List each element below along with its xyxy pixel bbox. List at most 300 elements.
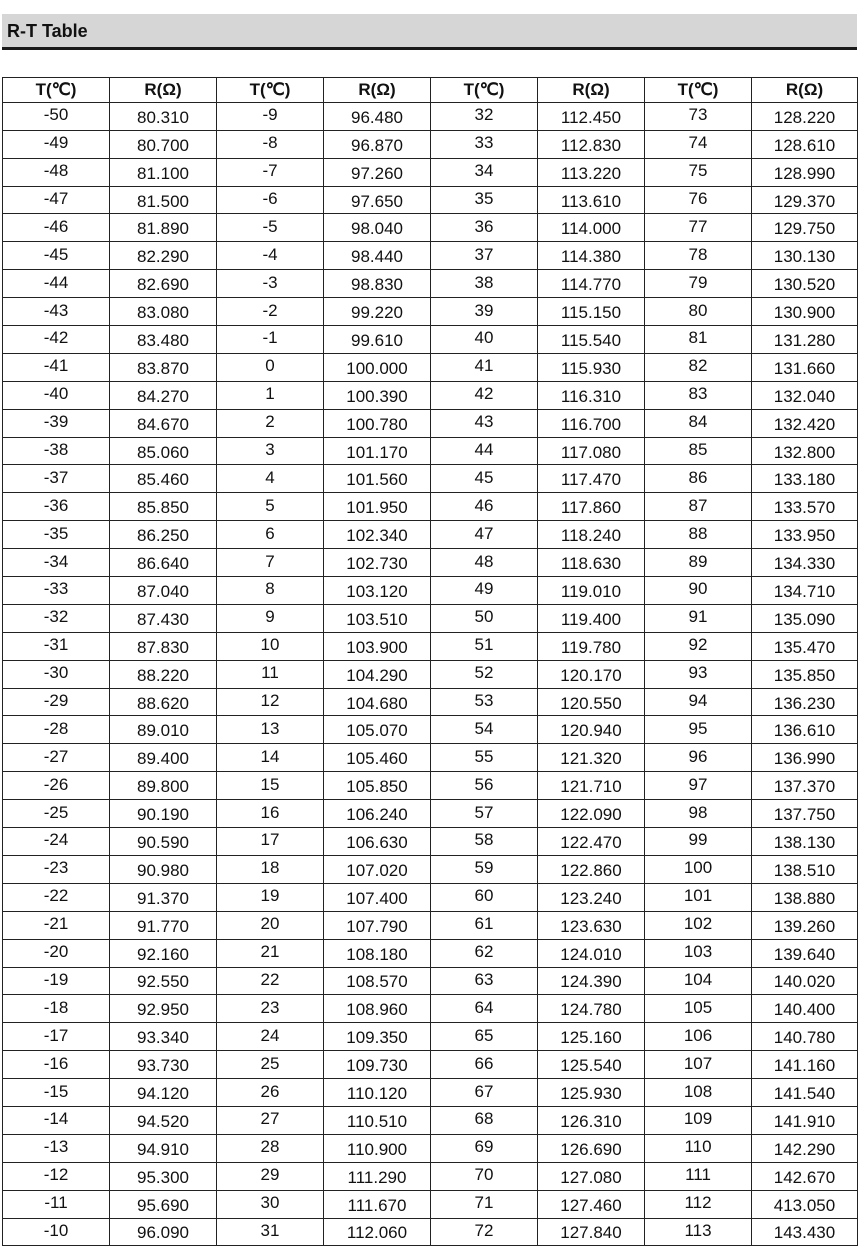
temperature-cell: 109 (645, 1106, 752, 1134)
temperature-cell: 33 (431, 130, 538, 158)
table-row (3, 632, 858, 660)
table-row (3, 298, 858, 326)
resistance-cell: 80.310 (110, 102, 217, 130)
temperature-cell: 110 (645, 1134, 752, 1162)
resistance-cell: 120.170 (538, 660, 645, 688)
resistance-cell: 111.290 (324, 1162, 431, 1190)
resistance-cell: 127.460 (538, 1190, 645, 1218)
temperature-cell: -39 (3, 409, 110, 437)
table-row (3, 577, 858, 605)
table-row (3, 688, 858, 716)
resistance-cell: 100.390 (324, 381, 431, 409)
resistance-cell: 89.010 (110, 716, 217, 744)
resistance-cell: 133.570 (752, 493, 858, 521)
temperature-cell: 112 (645, 1190, 752, 1218)
temperature-cell: 40 (431, 326, 538, 354)
page-title: R-T Table (7, 21, 88, 41)
temperature-cell: 102 (645, 911, 752, 939)
resistance-cell: 136.610 (752, 716, 858, 744)
temperature-cell: -29 (3, 688, 110, 716)
temperature-cell: -16 (3, 1051, 110, 1079)
temperature-cell: -36 (3, 493, 110, 521)
table-row (3, 158, 858, 186)
resistance-cell: 96.090 (110, 1218, 217, 1246)
temperature-cell: 91 (645, 604, 752, 632)
resistance-cell: 90.190 (110, 800, 217, 828)
temperature-cell: -15 (3, 1079, 110, 1107)
temperature-cell: 101 (645, 883, 752, 911)
resistance-cell: 137.750 (752, 800, 858, 828)
temperature-cell: -49 (3, 130, 110, 158)
temperature-cell: 56 (431, 772, 538, 800)
resistance-cell: 143.430 (752, 1218, 858, 1246)
temperature-cell: 22 (217, 967, 324, 995)
resistance-cell: 123.240 (538, 883, 645, 911)
temperature-cell: 10 (217, 632, 324, 660)
table-row (3, 130, 858, 158)
temperature-cell: 80 (645, 298, 752, 326)
temperature-cell: -6 (217, 186, 324, 214)
resistance-cell: 88.220 (110, 660, 217, 688)
resistance-cell: 413.050 (752, 1190, 858, 1218)
table-row (3, 549, 858, 577)
resistance-cell: 96.480 (324, 102, 431, 130)
temperature-cell: -46 (3, 214, 110, 242)
resistance-cell: 104.290 (324, 660, 431, 688)
temperature-cell: -14 (3, 1106, 110, 1134)
resistance-cell: 105.850 (324, 772, 431, 800)
temperature-cell: -13 (3, 1134, 110, 1162)
temperature-cell: 42 (431, 381, 538, 409)
resistance-cell: 94.910 (110, 1134, 217, 1162)
resistance-cell: 124.780 (538, 995, 645, 1023)
temperature-cell: 28 (217, 1134, 324, 1162)
temperature-cell: 83 (645, 381, 752, 409)
resistance-cell: 122.860 (538, 855, 645, 883)
header-resistance: R(Ω) (752, 78, 858, 103)
temperature-cell: 104 (645, 967, 752, 995)
temperature-cell: 26 (217, 1079, 324, 1107)
temperature-cell: 59 (431, 855, 538, 883)
resistance-cell: 118.240 (538, 521, 645, 549)
temperature-cell: 34 (431, 158, 538, 186)
temperature-cell: 63 (431, 967, 538, 995)
temperature-cell: 38 (431, 270, 538, 298)
temperature-cell: 8 (217, 577, 324, 605)
resistance-cell: 117.080 (538, 437, 645, 465)
temperature-cell: -48 (3, 158, 110, 186)
resistance-cell: 103.900 (324, 632, 431, 660)
table-row (3, 800, 858, 828)
resistance-cell: 129.750 (752, 214, 858, 242)
resistance-cell: 82.690 (110, 270, 217, 298)
resistance-cell: 133.180 (752, 465, 858, 493)
resistance-cell: 107.790 (324, 911, 431, 939)
resistance-cell: 122.470 (538, 828, 645, 856)
temperature-cell: -28 (3, 716, 110, 744)
resistance-cell: 85.060 (110, 437, 217, 465)
temperature-cell: 37 (431, 242, 538, 270)
temperature-cell: 67 (431, 1079, 538, 1107)
temperature-cell: 2 (217, 409, 324, 437)
resistance-cell: 82.290 (110, 242, 217, 270)
temperature-cell: -38 (3, 437, 110, 465)
resistance-cell: 93.730 (110, 1051, 217, 1079)
resistance-cell: 116.310 (538, 381, 645, 409)
rt-table (2, 77, 858, 1246)
resistance-cell: 128.220 (752, 102, 858, 130)
resistance-cell: 136.990 (752, 744, 858, 772)
temperature-cell: 23 (217, 995, 324, 1023)
temperature-cell: -4 (217, 242, 324, 270)
temperature-cell: -20 (3, 939, 110, 967)
resistance-cell: 121.320 (538, 744, 645, 772)
temperature-cell: -10 (3, 1218, 110, 1246)
temperature-cell: 52 (431, 660, 538, 688)
resistance-cell: 125.540 (538, 1051, 645, 1079)
temperature-cell: 35 (431, 186, 538, 214)
resistance-cell: 128.610 (752, 130, 858, 158)
resistance-cell: 110.510 (324, 1106, 431, 1134)
table-row (3, 660, 858, 688)
temperature-cell: 72 (431, 1218, 538, 1246)
temperature-cell: 61 (431, 911, 538, 939)
temperature-cell: 49 (431, 577, 538, 605)
temperature-cell: 95 (645, 716, 752, 744)
resistance-cell: 116.700 (538, 409, 645, 437)
resistance-cell: 138.130 (752, 828, 858, 856)
temperature-cell: 79 (645, 270, 752, 298)
resistance-cell: 94.120 (110, 1079, 217, 1107)
temperature-cell: 25 (217, 1051, 324, 1079)
temperature-cell: 113 (645, 1218, 752, 1246)
temperature-cell: 3 (217, 437, 324, 465)
temperature-cell: 96 (645, 744, 752, 772)
resistance-cell: 114.000 (538, 214, 645, 242)
temperature-cell: 24 (217, 1023, 324, 1051)
resistance-cell: 86.250 (110, 521, 217, 549)
temperature-cell: -40 (3, 381, 110, 409)
temperature-cell: -41 (3, 353, 110, 381)
temperature-cell: 20 (217, 911, 324, 939)
temperature-cell: 39 (431, 298, 538, 326)
temperature-cell: 106 (645, 1023, 752, 1051)
resistance-cell: 83.080 (110, 298, 217, 326)
table-row (3, 967, 858, 995)
temperature-cell: 44 (431, 437, 538, 465)
resistance-cell: 112.450 (538, 102, 645, 130)
temperature-cell: 36 (431, 214, 538, 242)
resistance-cell: 98.040 (324, 214, 431, 242)
table-row (3, 1023, 858, 1051)
resistance-cell: 99.610 (324, 326, 431, 354)
table-header (3, 78, 858, 103)
table-row (3, 1134, 858, 1162)
temperature-cell: 17 (217, 828, 324, 856)
resistance-cell: 92.550 (110, 967, 217, 995)
temperature-cell: -24 (3, 828, 110, 856)
temperature-cell: 50 (431, 604, 538, 632)
temperature-cell: 64 (431, 995, 538, 1023)
resistance-cell: 135.470 (752, 632, 858, 660)
temperature-cell: 65 (431, 1023, 538, 1051)
resistance-cell: 131.660 (752, 353, 858, 381)
resistance-cell: 125.160 (538, 1023, 645, 1051)
temperature-cell: 46 (431, 493, 538, 521)
title-bar (2, 14, 857, 50)
temperature-cell: 58 (431, 828, 538, 856)
temperature-cell: 51 (431, 632, 538, 660)
resistance-cell: 91.770 (110, 911, 217, 939)
resistance-cell: 122.090 (538, 800, 645, 828)
resistance-cell: 113.220 (538, 158, 645, 186)
resistance-cell: 91.370 (110, 883, 217, 911)
resistance-cell: 100.000 (324, 353, 431, 381)
resistance-cell: 103.120 (324, 577, 431, 605)
resistance-cell: 105.070 (324, 716, 431, 744)
resistance-cell: 106.630 (324, 828, 431, 856)
resistance-cell: 124.010 (538, 939, 645, 967)
temperature-cell: 6 (217, 521, 324, 549)
temperature-cell: 103 (645, 939, 752, 967)
resistance-cell: 107.020 (324, 855, 431, 883)
resistance-cell: 130.130 (752, 242, 858, 270)
temperature-cell: 41 (431, 353, 538, 381)
temperature-cell: 45 (431, 465, 538, 493)
resistance-cell: 96.870 (324, 130, 431, 158)
table-row (3, 939, 858, 967)
resistance-cell: 94.520 (110, 1106, 217, 1134)
temperature-cell: 0 (217, 353, 324, 381)
resistance-cell: 109.730 (324, 1051, 431, 1079)
temperature-cell: -47 (3, 186, 110, 214)
resistance-cell: 115.540 (538, 326, 645, 354)
temperature-cell: 66 (431, 1051, 538, 1079)
temperature-cell: -26 (3, 772, 110, 800)
resistance-cell: 90.590 (110, 828, 217, 856)
resistance-cell: 114.770 (538, 270, 645, 298)
header-temperature: T(℃) (431, 78, 538, 103)
temperature-cell: -2 (217, 298, 324, 326)
table-row (3, 911, 858, 939)
temperature-cell: -12 (3, 1162, 110, 1190)
header-temperature: T(℃) (645, 78, 752, 103)
temperature-cell: 89 (645, 549, 752, 577)
temperature-cell: 53 (431, 688, 538, 716)
temperature-cell: 30 (217, 1190, 324, 1218)
table-row (3, 1106, 858, 1134)
table-row (3, 744, 858, 772)
resistance-cell: 121.710 (538, 772, 645, 800)
resistance-cell: 85.850 (110, 493, 217, 521)
resistance-cell: 133.950 (752, 521, 858, 549)
resistance-cell: 142.670 (752, 1162, 858, 1190)
table-row (3, 1162, 858, 1190)
resistance-cell: 101.170 (324, 437, 431, 465)
resistance-cell: 110.120 (324, 1079, 431, 1107)
resistance-cell: 141.910 (752, 1106, 858, 1134)
temperature-cell: 43 (431, 409, 538, 437)
temperature-cell: 94 (645, 688, 752, 716)
resistance-cell: 141.540 (752, 1079, 858, 1107)
table-row (3, 214, 858, 242)
table-body (3, 102, 858, 1246)
resistance-cell: 140.020 (752, 967, 858, 995)
temperature-cell: 111 (645, 1162, 752, 1190)
temperature-cell: -22 (3, 883, 110, 911)
table-row (3, 186, 858, 214)
table-row (3, 326, 858, 354)
resistance-cell: 112.060 (324, 1218, 431, 1246)
resistance-cell: 104.680 (324, 688, 431, 716)
resistance-cell: 131.280 (752, 326, 858, 354)
table-row (3, 995, 858, 1023)
resistance-cell: 95.300 (110, 1162, 217, 1190)
temperature-cell: 32 (431, 102, 538, 130)
resistance-cell: 112.830 (538, 130, 645, 158)
resistance-cell: 127.080 (538, 1162, 645, 1190)
temperature-cell: -42 (3, 326, 110, 354)
header-resistance: R(Ω) (538, 78, 645, 103)
resistance-cell: 141.160 (752, 1051, 858, 1079)
table-row (3, 604, 858, 632)
table-row (3, 242, 858, 270)
temperature-cell: -33 (3, 577, 110, 605)
table-row (3, 381, 858, 409)
resistance-cell: 108.960 (324, 995, 431, 1023)
resistance-cell: 102.340 (324, 521, 431, 549)
temperature-cell: 77 (645, 214, 752, 242)
temperature-cell: -5 (217, 214, 324, 242)
resistance-cell: 102.730 (324, 549, 431, 577)
temperature-cell: 12 (217, 688, 324, 716)
resistance-cell: 119.400 (538, 604, 645, 632)
temperature-cell: -25 (3, 800, 110, 828)
resistance-cell: 109.350 (324, 1023, 431, 1051)
temperature-cell: 73 (645, 102, 752, 130)
resistance-cell: 137.370 (752, 772, 858, 800)
resistance-cell: 132.420 (752, 409, 858, 437)
resistance-cell: 115.150 (538, 298, 645, 326)
resistance-cell: 128.990 (752, 158, 858, 186)
temperature-cell: 75 (645, 158, 752, 186)
temperature-cell: 97 (645, 772, 752, 800)
temperature-cell: 81 (645, 326, 752, 354)
temperature-cell: 74 (645, 130, 752, 158)
resistance-cell: 114.380 (538, 242, 645, 270)
temperature-cell: 90 (645, 577, 752, 605)
resistance-cell: 118.630 (538, 549, 645, 577)
header-resistance: R(Ω) (110, 78, 217, 103)
temperature-cell: 1 (217, 381, 324, 409)
resistance-cell: 86.640 (110, 549, 217, 577)
temperature-cell: 69 (431, 1134, 538, 1162)
temperature-cell: 88 (645, 521, 752, 549)
temperature-cell: 4 (217, 465, 324, 493)
temperature-cell: 19 (217, 883, 324, 911)
temperature-cell: -9 (217, 102, 324, 130)
temperature-cell: 21 (217, 939, 324, 967)
temperature-cell: -18 (3, 995, 110, 1023)
resistance-cell: 117.860 (538, 493, 645, 521)
header-row (3, 78, 858, 103)
resistance-cell: 81.500 (110, 186, 217, 214)
resistance-cell: 108.570 (324, 967, 431, 995)
table-row (3, 1218, 858, 1246)
resistance-cell: 103.510 (324, 604, 431, 632)
resistance-cell: 138.880 (752, 883, 858, 911)
header-temperature: T(℃) (217, 78, 324, 103)
temperature-cell: -3 (217, 270, 324, 298)
resistance-cell: 111.670 (324, 1190, 431, 1218)
temperature-cell: 48 (431, 549, 538, 577)
resistance-cell: 134.330 (752, 549, 858, 577)
resistance-cell: 101.950 (324, 493, 431, 521)
table-row (3, 493, 858, 521)
temperature-cell: 78 (645, 242, 752, 270)
temperature-cell: -7 (217, 158, 324, 186)
resistance-cell: 87.830 (110, 632, 217, 660)
temperature-cell: 98 (645, 800, 752, 828)
temperature-cell: 27 (217, 1106, 324, 1134)
temperature-cell: -31 (3, 632, 110, 660)
resistance-cell: 93.340 (110, 1023, 217, 1051)
resistance-cell: 119.780 (538, 632, 645, 660)
temperature-cell: 105 (645, 995, 752, 1023)
resistance-cell: 95.690 (110, 1190, 217, 1218)
temperature-cell: 76 (645, 186, 752, 214)
resistance-cell: 123.630 (538, 911, 645, 939)
table-row (3, 772, 858, 800)
temperature-cell: -35 (3, 521, 110, 549)
resistance-cell: 129.370 (752, 186, 858, 214)
resistance-cell: 107.400 (324, 883, 431, 911)
temperature-cell: -21 (3, 911, 110, 939)
temperature-cell: 54 (431, 716, 538, 744)
header-temperature: T(℃) (3, 78, 110, 103)
resistance-cell: 117.470 (538, 465, 645, 493)
resistance-cell: 120.550 (538, 688, 645, 716)
resistance-cell: 125.930 (538, 1079, 645, 1107)
resistance-cell: 89.400 (110, 744, 217, 772)
temperature-cell: 47 (431, 521, 538, 549)
temperature-cell: 84 (645, 409, 752, 437)
resistance-cell: 88.620 (110, 688, 217, 716)
resistance-cell: 140.780 (752, 1023, 858, 1051)
temperature-cell: -27 (3, 744, 110, 772)
resistance-cell: 127.840 (538, 1218, 645, 1246)
resistance-cell: 98.830 (324, 270, 431, 298)
resistance-cell: 138.510 (752, 855, 858, 883)
resistance-cell: 139.260 (752, 911, 858, 939)
temperature-cell: 99 (645, 828, 752, 856)
resistance-cell: 130.520 (752, 270, 858, 298)
temperature-cell: 15 (217, 772, 324, 800)
resistance-cell: 126.690 (538, 1134, 645, 1162)
temperature-cell: 14 (217, 744, 324, 772)
resistance-cell: 106.240 (324, 800, 431, 828)
resistance-cell: 83.870 (110, 353, 217, 381)
resistance-cell: 139.640 (752, 939, 858, 967)
table-row (3, 437, 858, 465)
resistance-cell: 84.270 (110, 381, 217, 409)
temperature-cell: 13 (217, 716, 324, 744)
temperature-cell: 68 (431, 1106, 538, 1134)
temperature-cell: 60 (431, 883, 538, 911)
temperature-cell: 92 (645, 632, 752, 660)
resistance-cell: 89.800 (110, 772, 217, 800)
resistance-cell: 110.900 (324, 1134, 431, 1162)
